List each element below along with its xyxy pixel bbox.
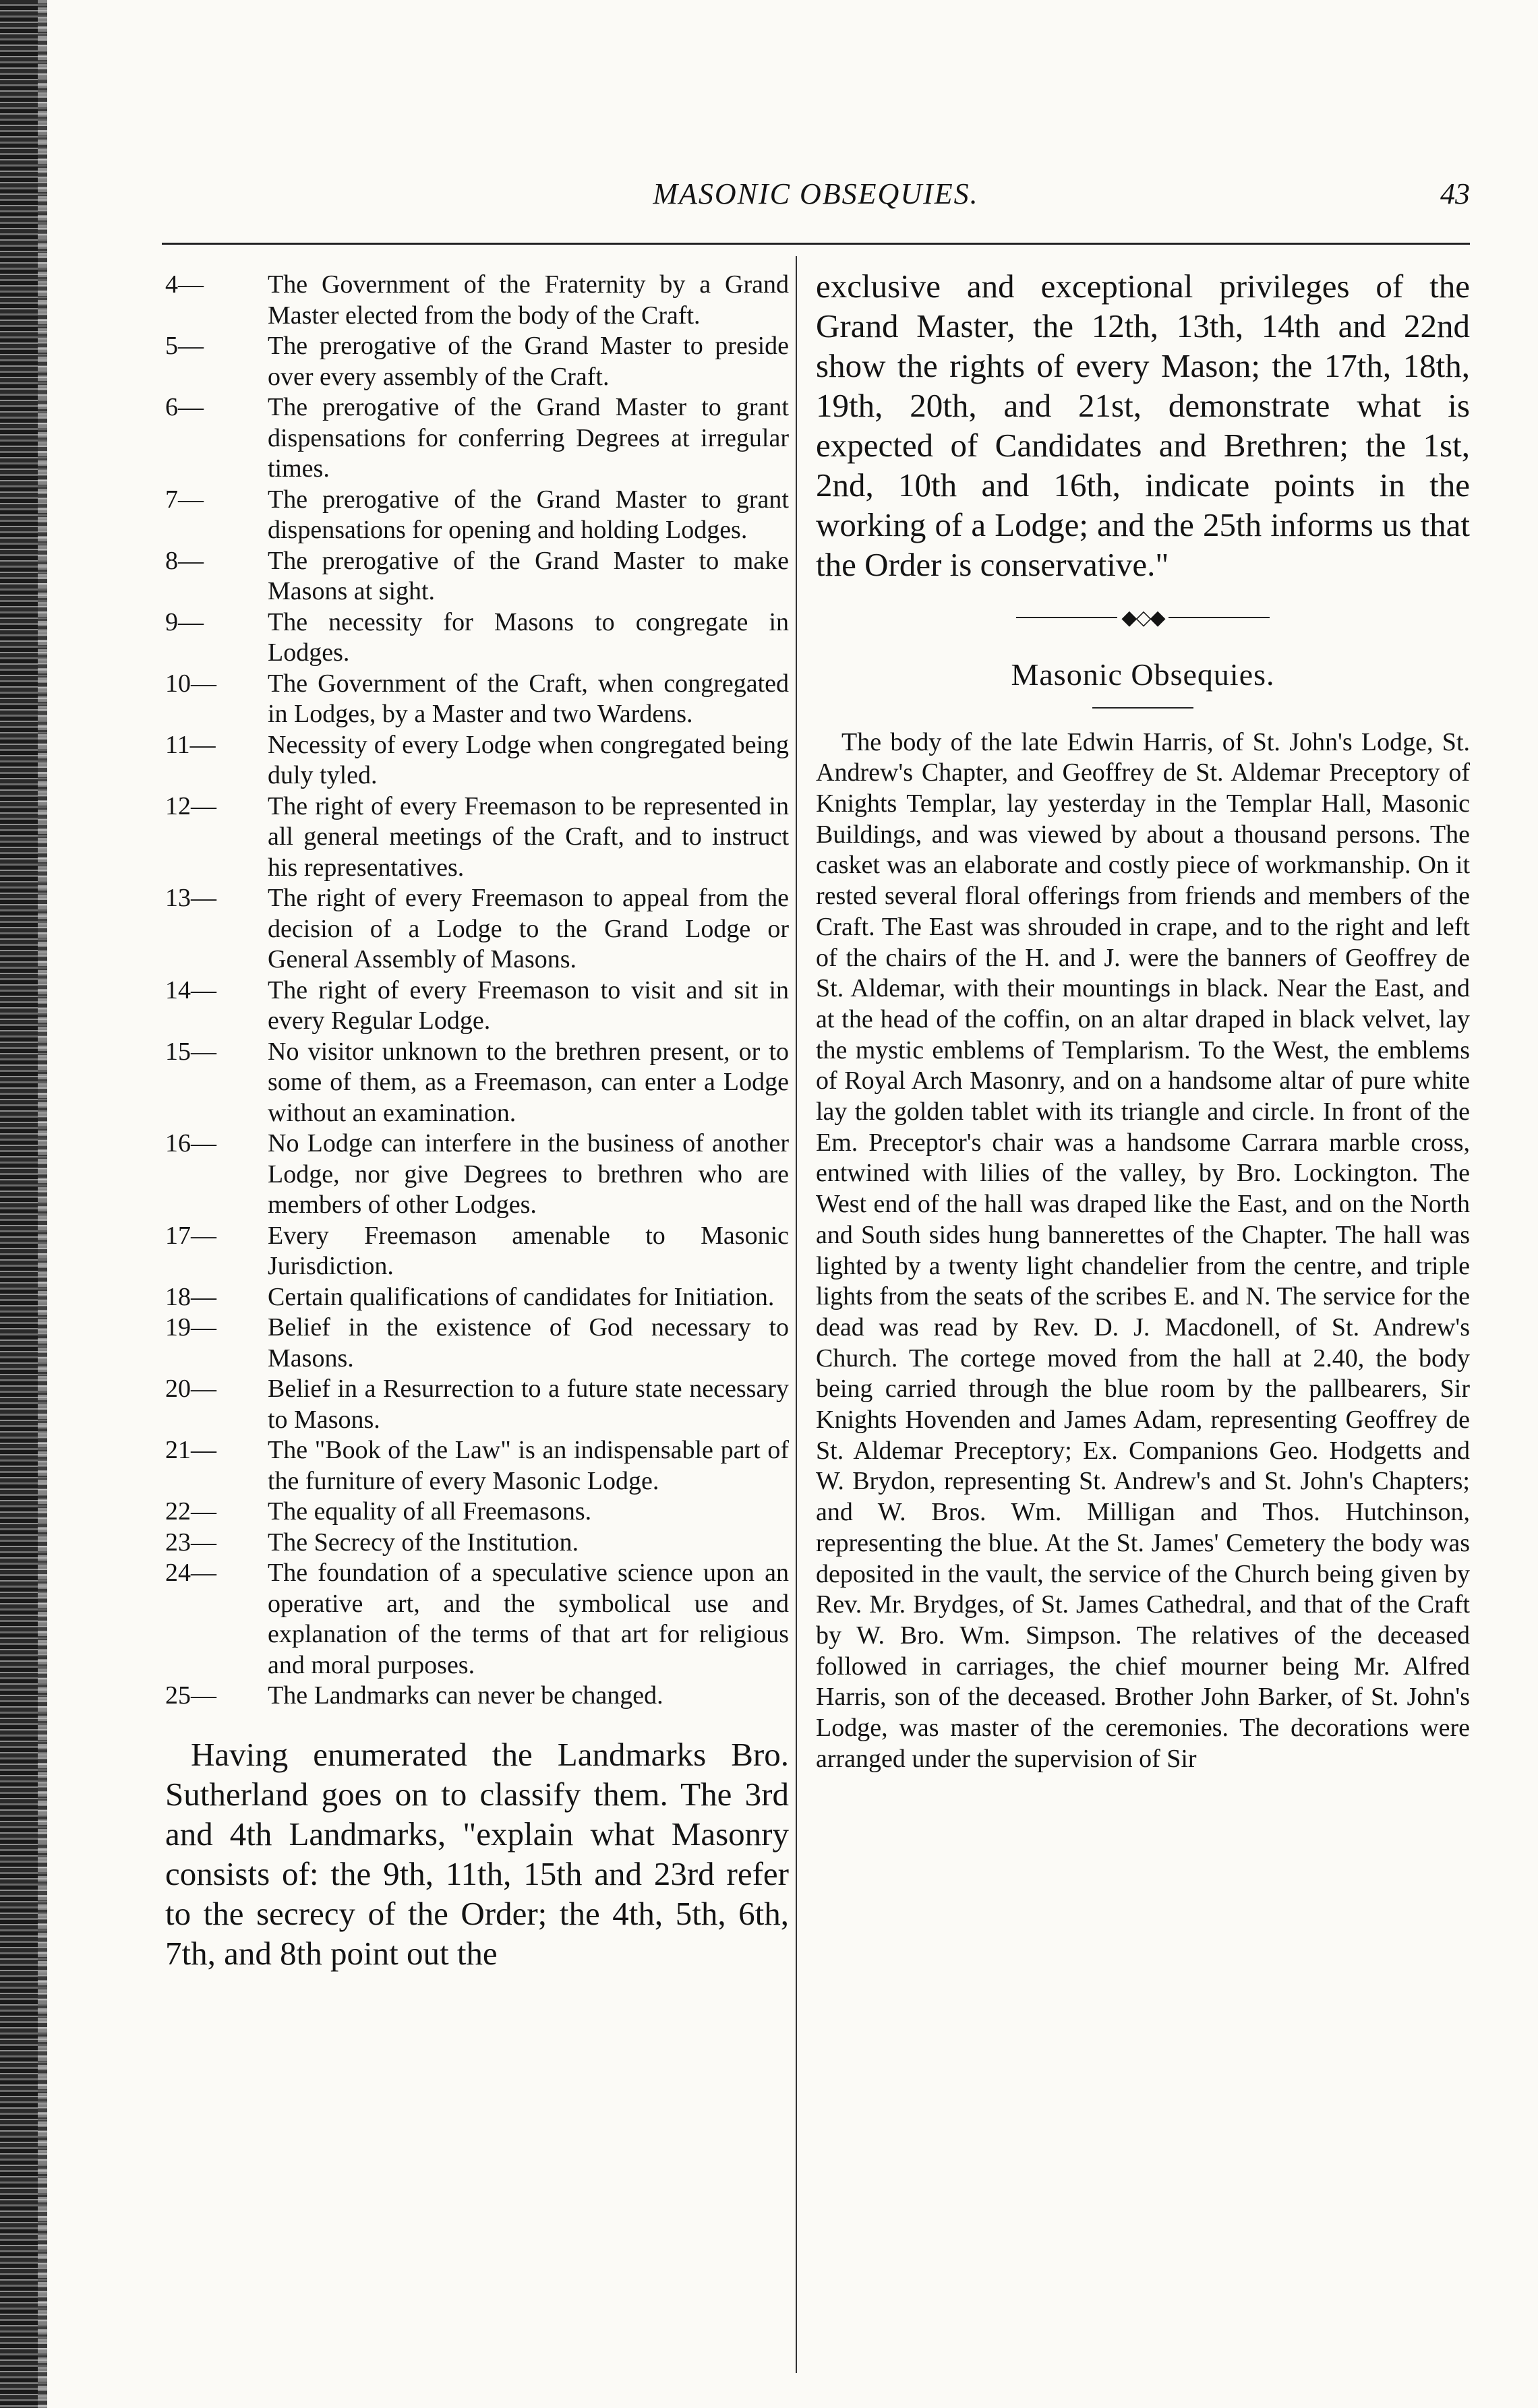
landmark-text: The right of every Freemason to appeal from the decision of a Lodge to the Grand Lodge or General Assembly of Masons. — [268, 884, 789, 973]
landmark-number: 8— — [165, 546, 204, 575]
landmark-item — [165, 331, 789, 392]
section-title: Masonic Obsequies. — [1011, 657, 1275, 692]
landmark-number: 22— — [165, 1497, 216, 1526]
header-rule — [162, 243, 1470, 245]
landmark-text: The prerogative of the Grand Master to make Masons at sight. — [268, 546, 789, 605]
section-title-rule — [1092, 707, 1193, 709]
landmark-number: 23— — [165, 1528, 216, 1557]
landmark-item — [165, 1374, 789, 1435]
landmark-text: The right of every Freemason to visit and sit in every Regular Lodge. — [268, 975, 789, 1035]
landmark-item — [165, 1221, 789, 1282]
landmark-number: 9— — [165, 607, 204, 636]
landmark-text: The foundation of a speculative science upon an operative art, and the symbolical use and explanation of the terms of that art for religious and moral purposes. — [268, 1559, 789, 1679]
landmark-item — [165, 607, 789, 669]
landmark-number: 7— — [165, 485, 204, 514]
landmark-item — [165, 1037, 789, 1129]
landmark-number: 20— — [165, 1375, 216, 1403]
landmark-number: 16— — [165, 1129, 216, 1157]
running-head: MASONIC OBSEQUIES. — [653, 177, 979, 210]
ornament-line-right — [1169, 617, 1270, 618]
landmark-number: 25— — [165, 1681, 216, 1710]
landmark-text: No Lodge can interfere in the business of another Lodge, nor give Degrees to brethren who are members of other Lodges. — [268, 1129, 789, 1219]
classification-continued: exclusive and exceptional privileges of the Grand Master, the 12th, 13th, 14th and 22nd show the rights of every Mason; the 17th, 18th, 19th, 20th, and 21st, demonstrate what is expected of Candidates and Brethren; the 1st, 2nd, 10th and 16th, indicate points in the working of a Lodge; and the 25th informs us that the Order is conservative." — [816, 268, 1470, 583]
landmark-text: The prerogative of the Grand Master to preside over every assembly of the Craft. — [268, 332, 789, 391]
landmark-item — [165, 392, 789, 485]
ornament-line-left — [1016, 617, 1117, 618]
landmark-text: Belief in the existence of God necessary to Masons. — [268, 1313, 789, 1373]
landmark-text: Certain qualifications of candidates for Initiation. — [268, 1282, 775, 1311]
landmark-item — [165, 1128, 789, 1221]
landmark-text: The necessity for Masons to congregate in Lodges. — [268, 607, 789, 667]
landmark-number: 13— — [165, 884, 216, 912]
landmark-item — [165, 791, 789, 884]
landmark-text: The Landmarks can never be changed. — [268, 1681, 663, 1710]
landmark-number: 11— — [165, 730, 216, 759]
landmark-number: 15— — [165, 1037, 216, 1066]
page-header — [162, 177, 1470, 224]
landmark-text: The prerogative of the Grand Master to grant dispensations for opening and holding Lodges. — [268, 485, 789, 544]
landmark-item — [165, 669, 789, 730]
landmark-text: Necessity of every Lodge when congregated being duly tyled. — [268, 730, 789, 789]
landmark-item — [165, 270, 789, 331]
landmark-number: 12— — [165, 791, 216, 820]
landmark-text: The right of every Freemason to be represented in all general meetings of the Craft, and to instruct his representatives. — [268, 791, 789, 882]
landmark-item — [165, 1313, 789, 1374]
landmark-text: The equality of all Freemasons. — [268, 1497, 592, 1526]
landmark-number: 17— — [165, 1221, 216, 1250]
left-column — [165, 270, 789, 2006]
landmark-item — [165, 883, 789, 975]
landmark-number: 18— — [165, 1282, 216, 1311]
landmark-text: The Government of the Fraternity by a Grand Master elected from the body of the Craft. — [268, 270, 789, 330]
page-binding-edge — [0, 0, 47, 2408]
obsequies-article-body: The body of the late Edwin Harris, of St. John's Lodge, St. Andrew's Chapter, and Geoffrey de St. Aldemar Preceptory of Knights Templar, lay yesterday in the Templar Hall, Masonic Buildings, and was viewed by about a thousand persons. The casket was an elaborate and costly piece of workmanship. On it rested several floral offerings from friends and members of the Craft. The East was shrouded in crape, and to the right and left of the chairs of the H. and J. were the banners of Geoffrey de St. Aldemar, with their mountings in black. Near the East, and at the head of the coffin, on an altar draped in black velvet, lay the mystic emblems of Templarism. To the West, the emblems of Royal Arch Masonry, and on a handsome altar of pure white lay the golden tablet with its triangle and circle. In front of the Em. Preceptor's chair was a handsome Carrara marble cross, entwined with lilies of the valley, by Bro. Lockington. The West end of the hall was draped like the East, and on the North and South sides hung bannerettes of the Chapter. The hall was lighted by a twenty light chandelier from the centre, and triple lights from the seats of the scribes E. and N. The service for the dead was read by Rev. D. J. Macdonell, of St. Andrew's Church. The cortege moved from the hall at 2.40, the body being carried through the blue room by the pallbearers, Sir Knights Hovenden and James Adam, representing Geoffrey de St. Aldemar Preceptory; Ex. Companions Geo. Hodgetts and W. Brydon, representing St. Andrew's and St. John's Chapters; and W. Bros. Wm. Milligan and Thos. Hutchinson, representing the blue. At the St. James' Cemetery the body was deposited in the vault, the service of the Church being given by Rev. Mr. Brydges, of St. James Cathedral, and that of the Craft by W. Bro. Wm. Simpson. The relatives of the deceased followed in carriages, the chief mourner being Mr. Alfred Harris, son of the deceased. Brother John Barker, of St. John's Lodge, was master of the ceremonies. The decorations were arranged under the supervision of Sir — [816, 727, 1470, 1773]
landmark-number: 19— — [165, 1313, 216, 1342]
landmark-item — [165, 730, 789, 791]
landmark-text: The prerogative of the Grand Master to grant dispensations for conferring Degrees at irregular times. — [268, 393, 789, 483]
section-ornament — [816, 605, 1470, 630]
landmark-number: 24— — [165, 1559, 216, 1587]
landmark-text: The Secrecy of the Institution. — [268, 1528, 579, 1557]
landmark-text: Every Freemason amenable to Masonic Jurisdiction. — [268, 1221, 789, 1280]
classification-paragraph: Having enumerated the Landmarks Bro. Sutherland goes on to classify them. The 3rd and 4th Landmarks, "explain what Masonry consists of: the 9th, 11th, 15th and 23rd refer to the secrecy of the Order; the 4th, 5th, 6th, 7th, and 8th point out the — [165, 1735, 789, 1972]
landmark-number: 5— — [165, 332, 204, 360]
right-column — [816, 266, 1470, 1775]
page-number: 43 — [1440, 177, 1470, 210]
landmark-number: 21— — [165, 1436, 216, 1464]
landmark-item — [165, 1681, 789, 1712]
landmark-item — [165, 485, 789, 546]
landmark-item — [165, 1282, 789, 1313]
landmarks-list — [165, 270, 789, 1712]
landmark-text: Belief in a Resurrection to a future state necessary to Masons. — [268, 1375, 789, 1434]
landmark-item — [165, 546, 789, 607]
landmark-text: No visitor unknown to the brethren present, or to some of them, as a Freemason, can enter a Lodge without an examination. — [268, 1037, 789, 1127]
diamond-ornament-icon: ◆◇◆ — [1121, 606, 1164, 629]
landmark-number: 6— — [165, 393, 204, 421]
landmark-item — [165, 1558, 789, 1681]
column-divider — [796, 256, 797, 2373]
landmark-text: The "Book of the Law" is an indispensable part of the furniture of every Masonic Lodge. — [268, 1436, 789, 1495]
landmark-item — [165, 975, 789, 1037]
landmark-number: 4— — [165, 270, 204, 299]
landmark-number: 14— — [165, 975, 216, 1004]
landmark-text: The Government of the Craft, when congregated in Lodges, by a Master and two Wardens. — [268, 669, 789, 728]
landmark-item — [165, 1497, 789, 1528]
landmark-item — [165, 1528, 789, 1559]
landmark-number: 10— — [165, 669, 216, 698]
landmark-item — [165, 1435, 789, 1497]
